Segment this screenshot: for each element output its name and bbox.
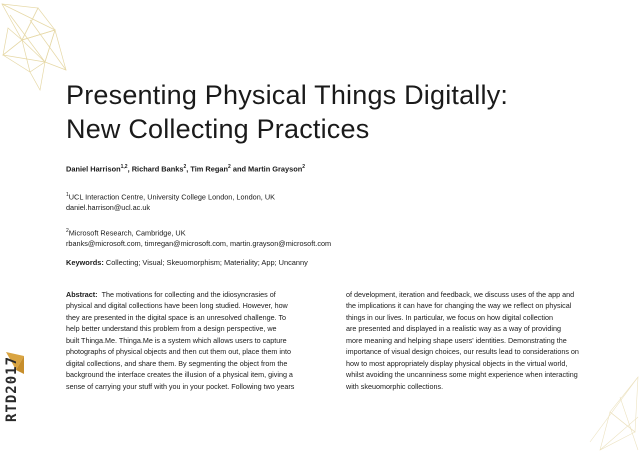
author-separator: , <box>186 164 191 174</box>
abstract-line: the implications it can have for changing the way we reflect on physical <box>346 301 572 311</box>
abstract-line: background the interface creates the illusion of a physical item, giving a <box>66 370 293 380</box>
author-separator: , <box>127 164 132 174</box>
author-name: Tim Regan <box>190 164 229 174</box>
keywords <box>66 258 308 267</box>
geometric-decoration-top-left <box>0 0 70 95</box>
abstract-line: more meaning and helping shape users' identities. Demonstrating the <box>346 335 567 345</box>
affiliation-2 <box>66 226 331 249</box>
abstract-line: The motivations for collecting and the idiosyncrasies of <box>101 290 276 299</box>
abstract-line: of development, iteration and feedback, we discuss uses of the app and <box>346 290 575 299</box>
abstract-line: things in our lives. In particular, we focus on how digital collection <box>346 312 553 322</box>
abstract-right-column <box>346 289 616 392</box>
abstract-line: digital collections, and share them. By segmenting the object from the <box>66 358 288 368</box>
abstract-left-column <box>66 289 336 392</box>
abstract-label: Abstract: <box>66 290 98 299</box>
keywords-label: Keywords: <box>66 258 104 267</box>
author-list <box>66 164 305 173</box>
author-affiliation-mark: 2 <box>228 164 231 170</box>
author-name: Richard Banks <box>131 164 184 174</box>
abstract-line: with skeuomorphic collections. <box>346 381 444 391</box>
abstract-line: how to most appropriately display physical objects in the virtual world, <box>346 358 568 368</box>
abstract-line: help better understand this problem from a design perspective, we <box>66 324 277 334</box>
author-name: Daniel Harrison <box>66 164 121 174</box>
author-name: Martin Grayson <box>248 164 303 174</box>
affiliation-1 <box>66 190 275 213</box>
affiliation-name: UCL Interaction Centre, University College London, London, UK <box>68 192 275 202</box>
abstract-line: are presented and displayed in a realistic way as a way of providing <box>346 324 561 334</box>
affiliation-name: Microsoft Research, Cambridge, UK <box>68 228 186 238</box>
abstract-line: built Thinga.Me. Thinga.Me is a system which allows users to capture <box>66 335 287 345</box>
abstract-line: photographs of physical objects and then cut them out, place them into <box>66 347 291 357</box>
author-affiliation-mark: 2 <box>183 164 187 170</box>
rtd-logo-text: RTD2017 <box>4 355 20 422</box>
abstract-line: importance of visual design choices, our results lead to considerations on <box>346 347 579 357</box>
abstract-line: they are presented in the digital space is an unresolved challenge. To <box>66 312 287 322</box>
author-separator: and <box>230 164 249 174</box>
title-line-1: Presenting Physical Things Digitally: <box>66 80 509 110</box>
affiliation-email: daniel.harrison@ucl.ac.uk <box>66 203 151 213</box>
title-line-2: New Collecting Practices <box>66 114 370 144</box>
paper-title <box>66 78 626 146</box>
abstract-line: whilst avoiding the uncanniness some might experience when interacting <box>346 370 578 380</box>
affiliation-email: rbanks@microsoft.com, timregan@microsoft.com, martin.grayson@microsoft.com <box>66 239 332 249</box>
author-affiliation-mark: 1,2 <box>120 164 128 170</box>
affiliation-mark: 2 <box>66 228 69 234</box>
affiliation-mark: 1 <box>66 192 69 198</box>
keywords-text: Collecting; Visual; Skeuomorphism; Materiality; App; Uncanny <box>105 258 308 267</box>
abstract-line: sense of carrying your stuff with you in your pocket. Following two years <box>66 381 295 391</box>
abstract-line: physical and digital collections have been long studied. However, how <box>66 301 288 311</box>
author-affiliation-mark: 2 <box>302 164 306 170</box>
